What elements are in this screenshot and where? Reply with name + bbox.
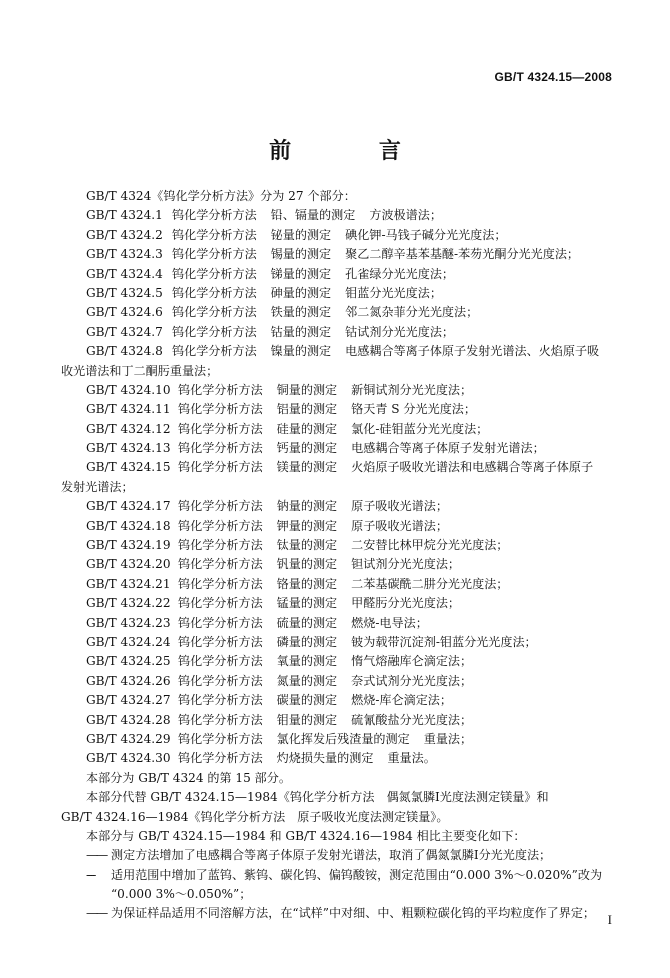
part-series: 钨化学分析方法 — [172, 266, 257, 281]
change-text: 适用范围中增加了蓝钨、紫钨、碳化钨、偏钨酸铵，测定范围由“0.000 3%～0.020%”改为 — [111, 867, 603, 882]
part-series: 钨化学分析方法 — [178, 731, 263, 746]
change-dash: —— — [86, 848, 107, 863]
part-subject: 砷量的测定 — [270, 285, 332, 300]
part-subject: 氮量的测定 — [276, 673, 338, 688]
part-number: GB/T 4324.10 — [86, 382, 171, 397]
change-text: 为保证样品适用不同溶解方法，在“试样”中对细、中、粗颗粒碳化钨的平均粒度作了界定； — [111, 906, 596, 921]
change-continuation-text: “0.000 3%～0.050%”； — [111, 887, 252, 902]
part-number: GB/T 4324.18 — [86, 518, 171, 533]
part-subject: 铁量的测定 — [270, 305, 332, 320]
part-series: 钨化学分析方法 — [172, 305, 257, 320]
part-number: GB/T 4324.29 — [86, 731, 171, 746]
part-subject: 钼量的测定 — [276, 712, 338, 727]
part-number: GB/T 4324.22 — [86, 596, 171, 611]
part-method: 电感耦合等离子体原子发射光谱法； — [351, 441, 545, 456]
part-series: 钨化学分析方法 — [178, 499, 263, 514]
part-series: 钨化学分析方法 — [172, 247, 257, 262]
part-method: 燃烧-库仑滴定法； — [351, 693, 452, 708]
part-line — [61, 245, 617, 264]
part-line — [61, 517, 617, 536]
part-series: 钨化学分析方法 — [178, 712, 263, 727]
part-method: 聚乙二醇辛基苯基醚-苯芴光酮分光光度法； — [345, 247, 580, 262]
part-series: 钨化学分析方法 — [178, 596, 263, 611]
part-subject: 钾量的测定 — [276, 518, 338, 533]
part-number: GB/T 4324.2 — [86, 227, 163, 242]
part-line — [61, 265, 617, 284]
part-series: 钨化学分析方法 — [172, 227, 257, 242]
part-subject: 铅、镉量的测定 — [270, 208, 356, 223]
replaces-line-2: GB/T 4324.16—1984《钨化学分析方法 原子吸收光度法测定镁量》。 — [61, 809, 449, 824]
part-subject: 氯化挥发后残渣量的测定 — [276, 731, 410, 746]
part-series: 钨化学分析方法 — [172, 324, 257, 339]
change-item — [61, 866, 617, 885]
part-method: 硫氰酸盐分光光度法； — [351, 712, 473, 727]
part-line — [61, 323, 617, 342]
part-line — [61, 342, 617, 361]
part-method: 甲醛肟分光光度法； — [351, 596, 461, 611]
standard-code: GB/T 4324.15—2008 — [494, 70, 612, 84]
part-line — [61, 226, 617, 245]
part-method: 新铜试剂分光光度法； — [351, 382, 473, 397]
part-series: 钨化学分析方法 — [178, 441, 263, 456]
part-method: 火焰原子吸收光谱法和电感耦合等离子体原子 — [351, 460, 594, 475]
part-method: 原子吸收光谱法； — [351, 518, 448, 533]
part-line — [61, 730, 617, 749]
part-method: 方波极谱法； — [369, 208, 442, 223]
part-line — [61, 536, 617, 555]
replaces-line-1: 本部分代替 GB/T 4324.15—1984《钨化学分析方法 偶氮氯膦Ⅰ光度法测定镁量》和 — [86, 790, 549, 805]
change-item — [61, 846, 617, 865]
change-item — [61, 904, 617, 923]
part-number: GB/T 4324.6 — [86, 305, 163, 320]
part-line — [61, 652, 617, 671]
part-number: GB/T 4324.8 — [86, 344, 163, 359]
part-line — [61, 284, 617, 303]
part-subject: 铜量的测定 — [276, 382, 338, 397]
part-method: 氯化-硅钼蓝分光光度法； — [351, 421, 489, 436]
change-dash: ---- — [86, 867, 95, 882]
part-subject: 钠量的测定 — [276, 499, 338, 514]
part-method: 碘化钾-马钱子碱分光光度法； — [345, 227, 507, 242]
change-dash: —— — [86, 906, 107, 921]
part-subject: 钛量的测定 — [276, 538, 338, 553]
part-method: 铍为载带沉淀剂-钼蓝分光光度法； — [351, 634, 537, 649]
part-line — [61, 672, 617, 691]
part-number: GB/T 4324.5 — [86, 285, 163, 300]
part-of-line: 本部分为 GB/T 4324 的第 15 部分。 — [86, 770, 291, 785]
part-line — [61, 439, 617, 458]
part-number: GB/T 4324.26 — [86, 673, 171, 688]
part-number: GB/T 4324.17 — [86, 499, 171, 514]
part-subject: 锰量的测定 — [276, 596, 338, 611]
part-series: 钨化学分析方法 — [178, 402, 263, 417]
part-number: GB/T 4324.1 — [86, 208, 163, 223]
part-line — [61, 691, 617, 710]
part-method: 钴试剂分光光度法； — [345, 324, 455, 339]
part-method: 重量法； — [423, 731, 473, 746]
part-line — [61, 303, 617, 322]
part-series: 钨化学分析方法 — [178, 382, 263, 397]
part-number: GB/T 4324.24 — [86, 634, 171, 649]
part-line — [61, 206, 617, 225]
part-continuation: 收光谱法和丁二酮肟重量法； — [61, 363, 219, 378]
part-number: GB/T 4324.23 — [86, 615, 171, 630]
part-method: 铬天青 S 分光光度法； — [351, 402, 476, 417]
part-method: 孔雀绿分光光度法； — [345, 266, 455, 281]
part-subject: 铝量的测定 — [276, 402, 338, 417]
part-series: 钨化学分析方法 — [178, 634, 263, 649]
part-series: 钨化学分析方法 — [172, 344, 257, 359]
part-subject: 锡量的测定 — [270, 247, 332, 262]
part-subject: 锑量的测定 — [270, 266, 332, 281]
part-number: GB/T 4324.15 — [86, 460, 171, 475]
part-subject: 铬量的测定 — [276, 576, 338, 591]
part-subject: 磷量的测定 — [276, 634, 338, 649]
part-series: 钨化学分析方法 — [178, 576, 263, 591]
part-line — [61, 381, 617, 400]
part-line — [61, 497, 617, 516]
part-series: 钨化学分析方法 — [178, 751, 263, 766]
part-series: 钨化学分析方法 — [178, 460, 263, 475]
intro-line: GB/T 4324《钨化学分析方法》分为 27 个部分： — [86, 189, 356, 203]
page-title: 前 言 — [269, 139, 441, 164]
part-series: 钨化学分析方法 — [178, 654, 263, 669]
part-series: 钨化学分析方法 — [172, 285, 257, 300]
part-number: GB/T 4324.11 — [86, 402, 171, 417]
part-number: GB/T 4324.12 — [86, 421, 171, 436]
changes-intro-line: 本部分与 GB/T 4324.15—1984 和 GB/T 4324.16—1984 相比主要变化如下： — [86, 828, 526, 843]
change-continuation — [61, 885, 617, 904]
part-subject: 硅量的测定 — [276, 421, 338, 436]
changes-list — [61, 846, 617, 924]
part-method: 二苯基碳酰二肼分光光度法； — [351, 576, 509, 591]
part-subject: 钴量的测定 — [270, 324, 332, 339]
part-method: 钼蓝分光光度法； — [345, 285, 442, 300]
part-number: GB/T 4324.4 — [86, 266, 163, 281]
part-number: GB/T 4324.7 — [86, 324, 163, 339]
part-number: GB/T 4324.19 — [86, 538, 171, 553]
part-line — [61, 711, 617, 730]
part-number: GB/T 4324.20 — [86, 557, 171, 572]
part-subject: 硫量的测定 — [276, 615, 338, 630]
part-line — [61, 420, 617, 439]
part-series: 钨化学分析方法 — [178, 518, 263, 533]
part-series: 钨化学分析方法 — [178, 421, 263, 436]
part-subject: 镍量的测定 — [270, 344, 332, 359]
part-line — [61, 633, 617, 652]
part-subject: 氧量的测定 — [276, 654, 338, 669]
part-method: 重量法。 — [387, 751, 436, 766]
part-number: GB/T 4324.13 — [86, 441, 171, 456]
part-line — [61, 458, 617, 477]
foreword-body — [61, 187, 617, 924]
part-method: 惰气熔融库仑滴定法； — [351, 654, 473, 669]
part-series: 钨化学分析方法 — [178, 557, 263, 572]
parts-list — [61, 206, 617, 768]
part-continuation: 发射光谱法； — [61, 479, 134, 494]
part-line — [61, 400, 617, 419]
part-subject: 钒量的测定 — [276, 557, 338, 572]
part-method: 邻二氮杂菲分光光度法； — [345, 305, 479, 320]
part-series: 钨化学分析方法 — [172, 208, 257, 223]
part-subject: 灼烧损失量的测定 — [276, 751, 374, 766]
part-method: 钽试剂分光光度法； — [351, 557, 461, 572]
part-method: 奈式试剂分光光度法； — [351, 673, 473, 688]
part-subject: 钙量的测定 — [276, 441, 338, 456]
part-method: 电感耦合等离子体原子发射光谱法、火焰原子吸 — [345, 344, 600, 359]
part-number: GB/T 4324.27 — [86, 693, 171, 708]
part-number: GB/T 4324.28 — [86, 712, 171, 727]
part-subject: 镁量的测定 — [276, 460, 338, 475]
part-number: GB/T 4324.21 — [86, 576, 171, 591]
part-series: 钨化学分析方法 — [178, 615, 263, 630]
part-method: 二安替比林甲烷分光光度法； — [351, 538, 509, 553]
part-line — [61, 594, 617, 613]
part-series: 钨化学分析方法 — [178, 673, 263, 688]
part-method: 原子吸收光谱法； — [351, 499, 448, 514]
part-number: GB/T 4324.3 — [86, 247, 163, 262]
change-text: 测定方法增加了电感耦合等离子体原子发射光谱法，取消了偶氮氯膦Ⅰ分光光度法； — [111, 848, 552, 863]
part-number: GB/T 4324.30 — [86, 751, 171, 766]
part-line — [61, 555, 617, 574]
part-series: 钨化学分析方法 — [178, 538, 263, 553]
part-number: GB/T 4324.25 — [86, 654, 171, 669]
part-method: 燃烧-电导法； — [351, 615, 428, 630]
part-subject: 铋量的测定 — [270, 227, 332, 242]
part-subject: 碳量的测定 — [276, 693, 338, 708]
part-line — [61, 575, 617, 594]
part-line — [61, 749, 617, 768]
part-series: 钨化学分析方法 — [178, 693, 263, 708]
part-line — [61, 614, 617, 633]
page-number: I — [607, 912, 612, 927]
